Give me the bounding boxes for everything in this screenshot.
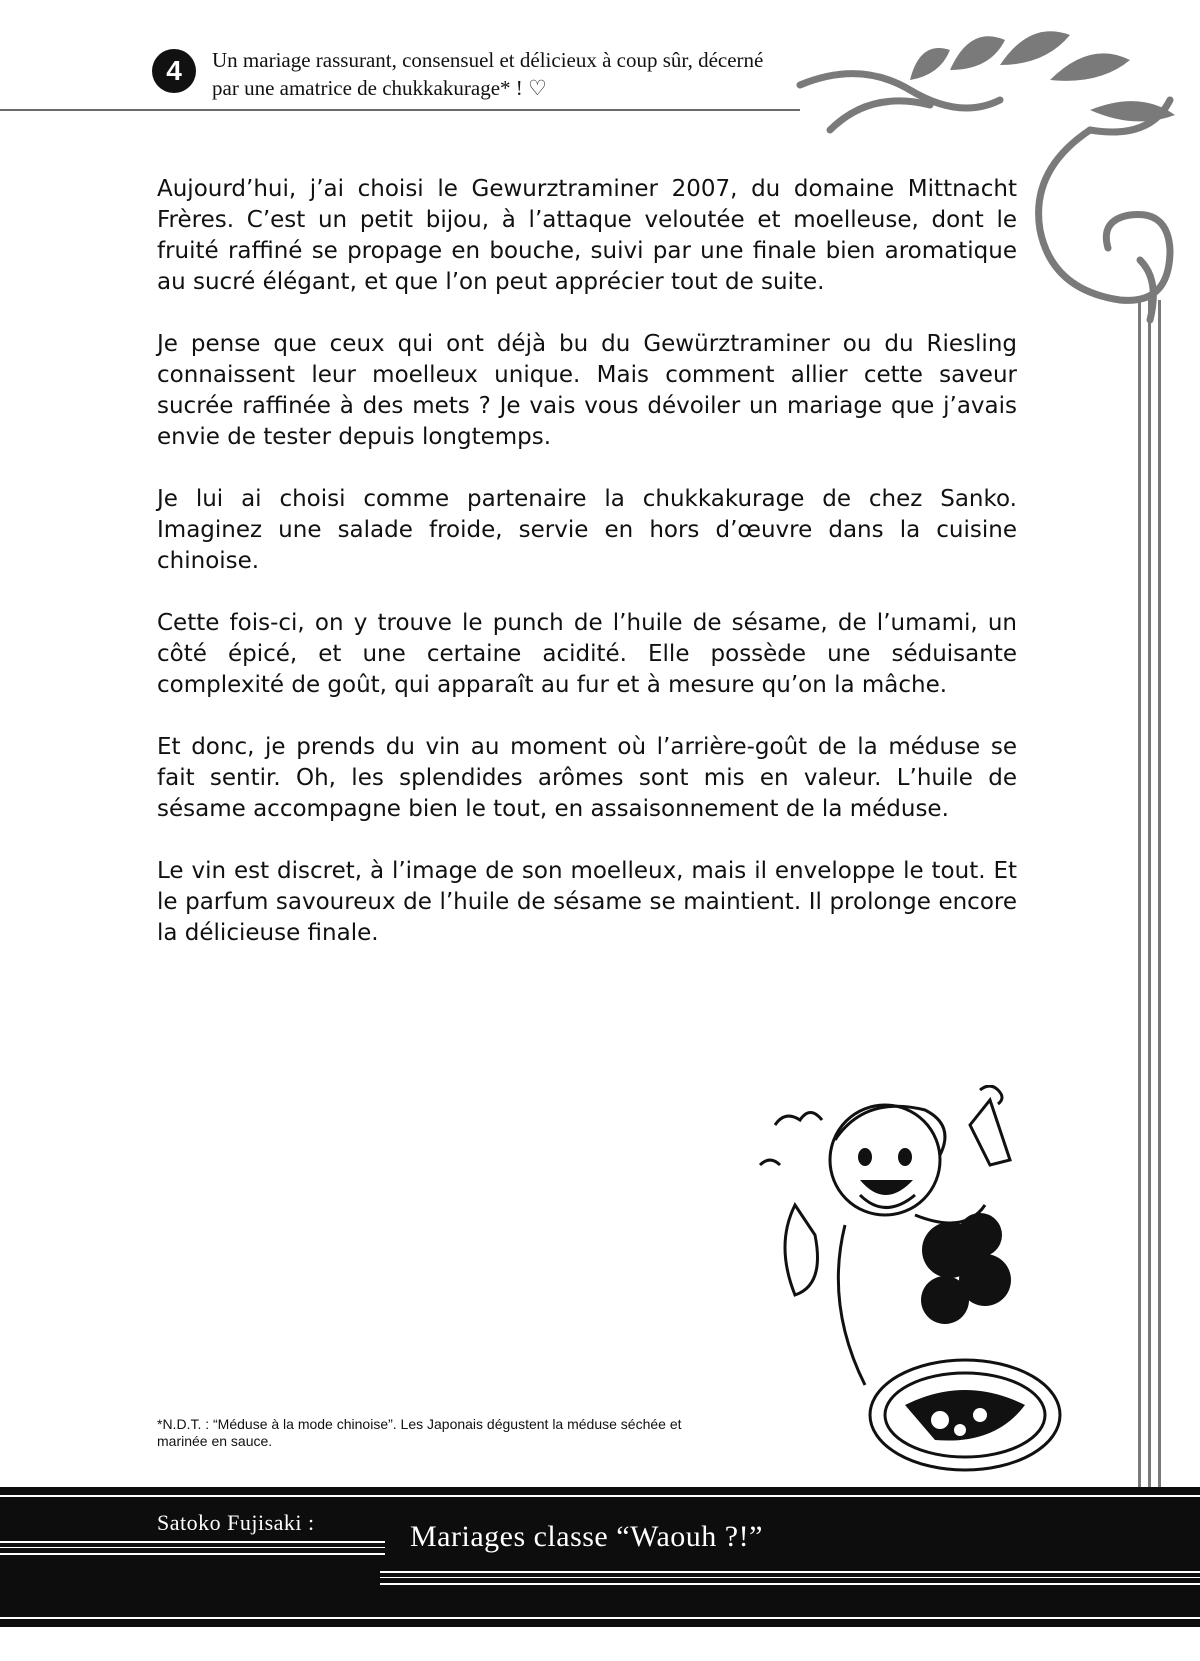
footer-decorative-lines <box>0 1487 1200 1627</box>
article-paragraph: Aujourd’hui, j’ai choisi le Gewurztraminer 2007, du domaine Mittnacht Frères. C’est un petit bijou, à l’attaque veloutée et moelleuse, dont le fruité raffiné se propage en bouche, suivi par une finale bien aromatique au sucré élégant, et que l’on peut apprécier tout de suite. <box>157 176 1017 295</box>
article-paragraph: Le vin est discret, à l’image de son moelleux, mais il enveloppe le tout. Et le parfum savoureux de l’huile de sésame se maintient. Il prolonge encore la délicieuse finale. <box>157 858 1017 946</box>
article-paragraph: Je pense que ceux qui ont déjà bu du Gewürztraminer ou du Riesling connaissent leur moelleux unique. Mais comment allier cette saveur sucrée raffinée à des mets ? Je vais vous dévoiler un mariage que j’avais envie de tester depuis longtemps. <box>157 331 1017 450</box>
article-paragraph: Je lui ai choisi comme partenaire la chukkakurage de chez Sanko. Imaginez une salade froide, servie en hors d’œuvre dans la cuisine chinoise. <box>157 486 1017 574</box>
chapter-title: Un mariage rassurant, consensuel et délicieux à coup sûr, décerné par une amatrice de chukkakurage* ! ♡ <box>212 48 764 100</box>
article-body <box>157 174 1017 980</box>
chapter-number-badge: 4 <box>152 49 196 93</box>
chef-girl-illustration-icon <box>755 1085 1075 1485</box>
footnote: *N.D.T. : “Méduse à la mode chinoise”. Les Japonais dégustent la méduse séchée et marinée en sauce. <box>157 1416 682 1449</box>
footer-series-title: Mariages classe “Waouh ?!” <box>410 1520 763 1553</box>
article-paragraph: Et donc, je prends du vin au moment où l’arrière-goût de la méduse se fait sentir. Oh, les splendides arômes sont mis en valeur. L’huile de sésame accompagne bien le tout, en assaisonnement de la méduse. <box>157 734 1017 822</box>
header-divider <box>0 109 800 111</box>
footer-author: Satoko Fujisaki : <box>157 1510 315 1535</box>
side-vertical-rules <box>1130 300 1170 1490</box>
article-paragraph: Cette fois-ci, on y trouve le punch de l’huile de sésame, de l’umami, un côté épicé, et une certaine acidité. Elle possède une séduisante complexité de goût, qui apparaît au fur et à mesure qu’on la mâche. <box>157 610 1017 698</box>
